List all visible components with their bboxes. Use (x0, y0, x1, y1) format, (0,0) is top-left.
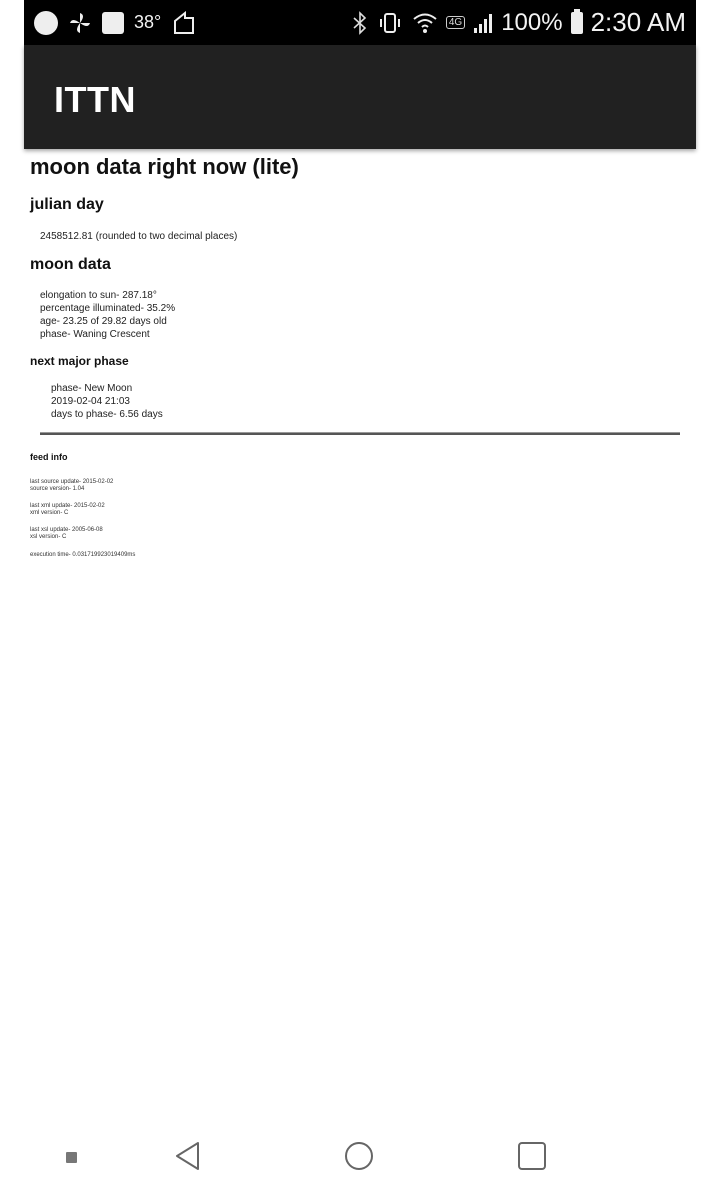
xsl-update-text: last xsl update- 2005-06-08 (30, 527, 103, 533)
next-phase-heading: next major phase (30, 354, 129, 368)
app-bar (24, 45, 696, 149)
navigation-bar (0, 1120, 720, 1196)
next-phase-datetime: 2019-02-04 21:03 (51, 396, 130, 407)
source-version-text: source version- 1.04 (30, 486, 85, 492)
back-icon[interactable] (174, 1140, 202, 1172)
network-badge: 4G (446, 16, 465, 29)
execution-time-text: execution time- 0.031719923019409ms (30, 552, 136, 558)
clock-time: 2:30 AM (590, 7, 686, 37)
page-title: moon data right now (lite) (30, 154, 299, 179)
julian-day-heading: julian day (30, 196, 104, 213)
weather-icon (171, 11, 197, 35)
temperature-text: 38° (134, 12, 162, 32)
signal-icon (473, 12, 493, 34)
battery-percent: 100% (501, 8, 563, 36)
vibrate-icon (376, 11, 404, 35)
phase-text: phase- Waning Crescent (40, 329, 150, 340)
circle-icon (34, 11, 58, 35)
pinwheel-icon (68, 11, 92, 35)
dot-icon[interactable] (66, 1152, 77, 1163)
feed-info-heading: feed info (30, 452, 68, 462)
status-bar (24, 0, 696, 45)
julian-day-value: 2458512.81 (rounded to two decimal places) (40, 231, 238, 242)
illumination-text: percentage illuminated- 35.2% (40, 303, 176, 314)
wifi-icon (412, 11, 438, 35)
xsl-version-text: xsl version- C (30, 534, 67, 540)
app-title: ITTN (54, 79, 136, 120)
next-phase-name: phase- New Moon (51, 383, 133, 394)
battery-icon (571, 12, 583, 34)
moon-data-heading: moon data (30, 256, 111, 273)
recent-apps-icon[interactable] (518, 1142, 546, 1170)
age-text: age- 23.25 of 29.82 days old (40, 316, 167, 327)
elongation-text: elongation to sun- 287.18° (40, 290, 157, 301)
home-icon[interactable] (345, 1142, 373, 1170)
source-update-text: last source update- 2015-02-02 (30, 479, 114, 485)
divider (40, 432, 680, 435)
days-to-phase: days to phase- 6.56 days (51, 409, 163, 420)
square-icon (102, 12, 124, 34)
bluetooth-icon (352, 11, 368, 35)
xml-update-text: last xml update- 2015-02-02 (30, 503, 105, 509)
xml-version-text: xml version- C (30, 510, 69, 516)
